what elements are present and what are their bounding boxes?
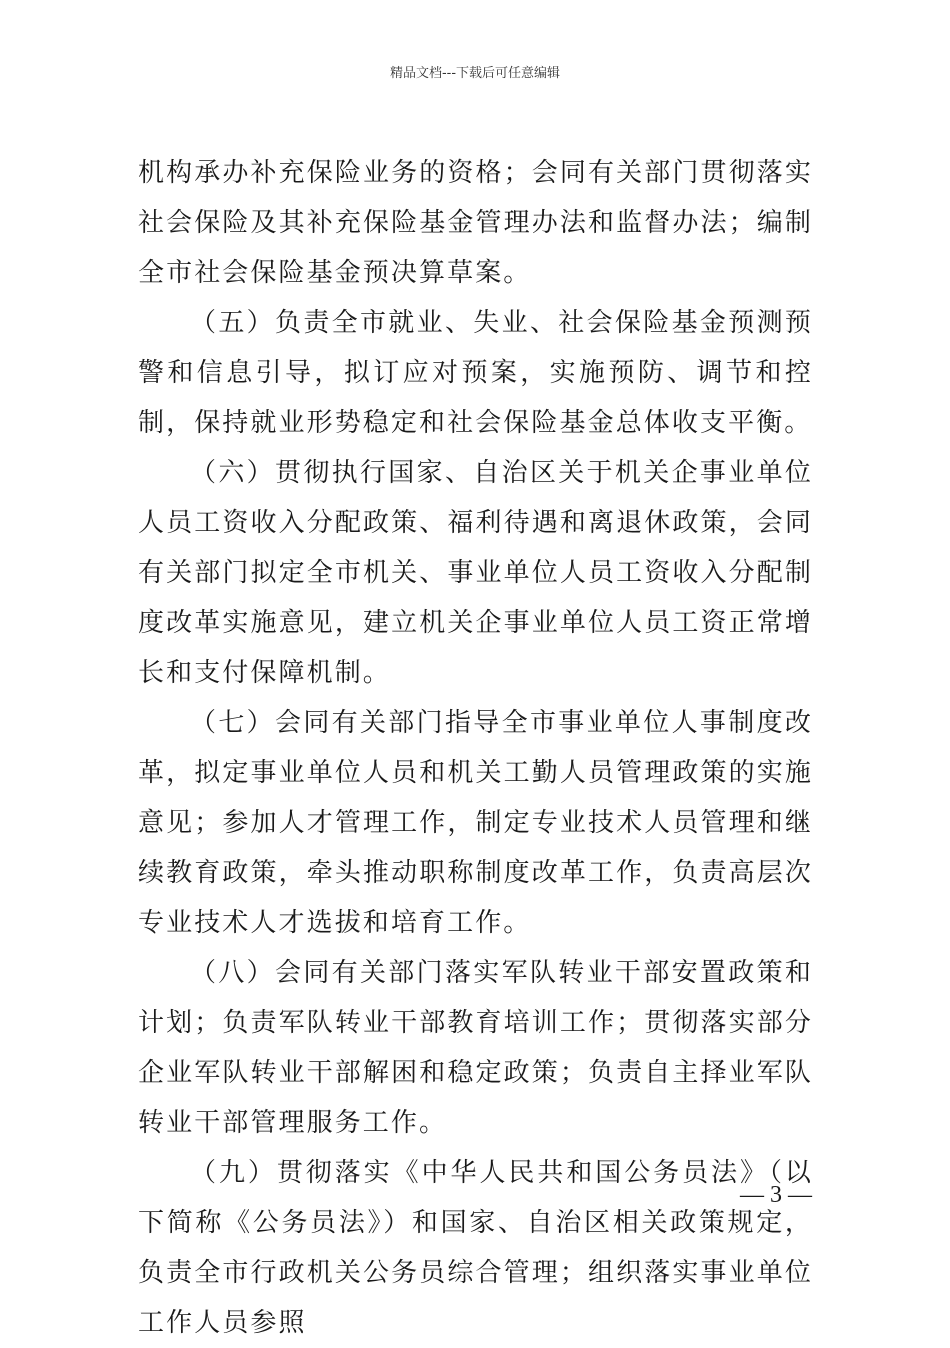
paragraph-5: （八）会同有关部门落实军队转业干部安置政策和计划；负责军队转业干部教育培训工作；贯彻落实部分企业军队转业干部解困和稳定政策；负责自主择业军队转业干部管理服务工作。 [138,958,813,1138]
document-body [138,148,813,1348]
paragraph-6: （九）贯彻落实《中华人民共和国公务员法》（以下简称《公务员法》）和国家、自治区相关政策规定，负责全市行政机关公务员综合管理；组织落实事业单位工作人员参照 [138,1158,813,1338]
paragraph-3: （六）贯彻执行国家、自治区关于机关企事业单位人员工资收入分配政策、福利待遇和离退休政策，会同有关部门拟定全市机关、事业单位人员工资收入分配制度改革实施意见，建立机关企事业单位人员工资正常增长和支付保障机制。 [138,458,813,688]
page-number: — 3 — [740,1182,812,1208]
paragraph-4: （七）会同有关部门指导全市事业单位人事制度改革，拟定事业单位人员和机关工勤人员管理政策的实施意见；参加人才管理工作，制定专业技术人员管理和继续教育政策，牵头推动职称制度改革工作，负责高层次专业技术人才选拔和培育工作。 [138,708,813,938]
page-header: 精品文档---下载后可任意编辑 [389,66,561,81]
paragraph-2: （五）负责全市就业、失业、社会保险基金预测预警和信息引导，拟订应对预案，实施预防、调节和控制，保持就业形势稳定和社会保险基金总体收支平衡。 [138,308,813,438]
paragraph-1: 机构承办补充保险业务的资格；会同有关部门贯彻落实社会保险及其补充保险基金管理办法和监督办法；编制全市社会保险基金预决算草案。 [138,158,813,288]
